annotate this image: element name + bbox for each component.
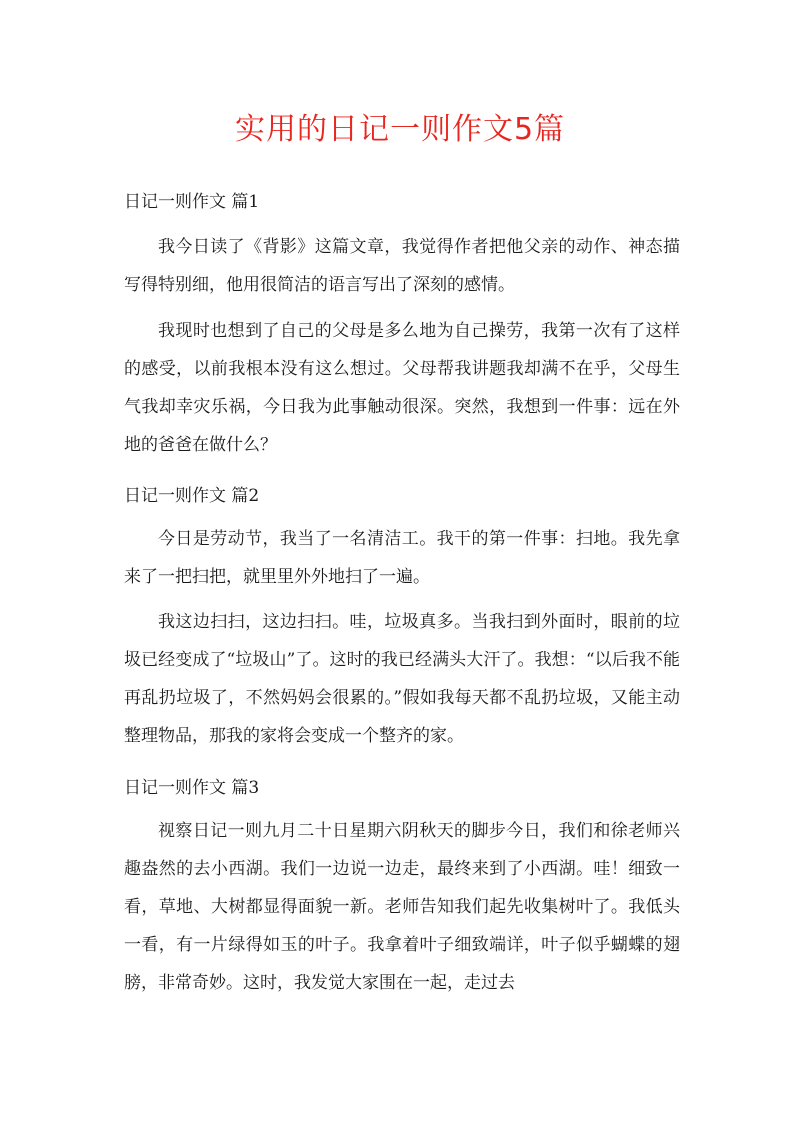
section-1-paragraph-1: 我今日读了《背影》这篇文章，我觉得作者把他父亲的动作、神态描写得特别细，他用很简洁的语言写出了深刻的感情。 bbox=[124, 237, 680, 295]
section-2-paragraph-2: 我这边扫扫，这边扫扫。哇，垃圾真多。当我扫到外面时，眼前的垃圾已经变成了“垃圾山”了。这时的我已经满头大汗了。我想：“以后我不能再乱扔垃圾了，不然妈妈会很累的。”假如我每天都不乱扔垃圾，又能主动整理物品，那我的家将会变成一个整齐的家。 bbox=[124, 612, 680, 746]
section-1-paragraph-2: 我现时也想到了自己的父母是多么地为自己操劳，我第一次有了这样的感受，以前我根本没有这么想过。父母帮我讲题我却满不在乎，父母生气我却幸灾乐祸，今日我为此事触动很深。突然，我想到一件事：远在外地的爸爸在做什么？ bbox=[124, 321, 680, 455]
section-heading-2: 日记一则作文 篇2 bbox=[124, 486, 260, 506]
section-heading-3: 日记一则作文 篇3 bbox=[124, 778, 260, 798]
section-3-paragraph-1: 视察日记一则九月二十日星期六阴秋天的脚步今日，我们和徐老师兴趣盎然的去小西湖。我们一边说一边走，最终来到了小西湖。哇！细致一看，草地、大树都显得面貌一新。老师告知我们起先收集树叶了。我低头一看，有一片绿得如玉的叶子。我拿着叶子细致端详，叶子似乎蝴蝶的翅膀，非常奇妙。这时，我发觉大家围在一起，走过去 bbox=[124, 821, 680, 993]
section-2-paragraph-1: 今日是劳动节，我当了一名清洁工。我干的第一件事：扫地。我先拿来了一把扫把，就里里外外地扫了一遍。 bbox=[124, 529, 680, 587]
page-title: 实用的日记一则作文5篇 bbox=[234, 112, 566, 147]
section-heading-1: 日记一则作文 篇1 bbox=[124, 192, 260, 212]
